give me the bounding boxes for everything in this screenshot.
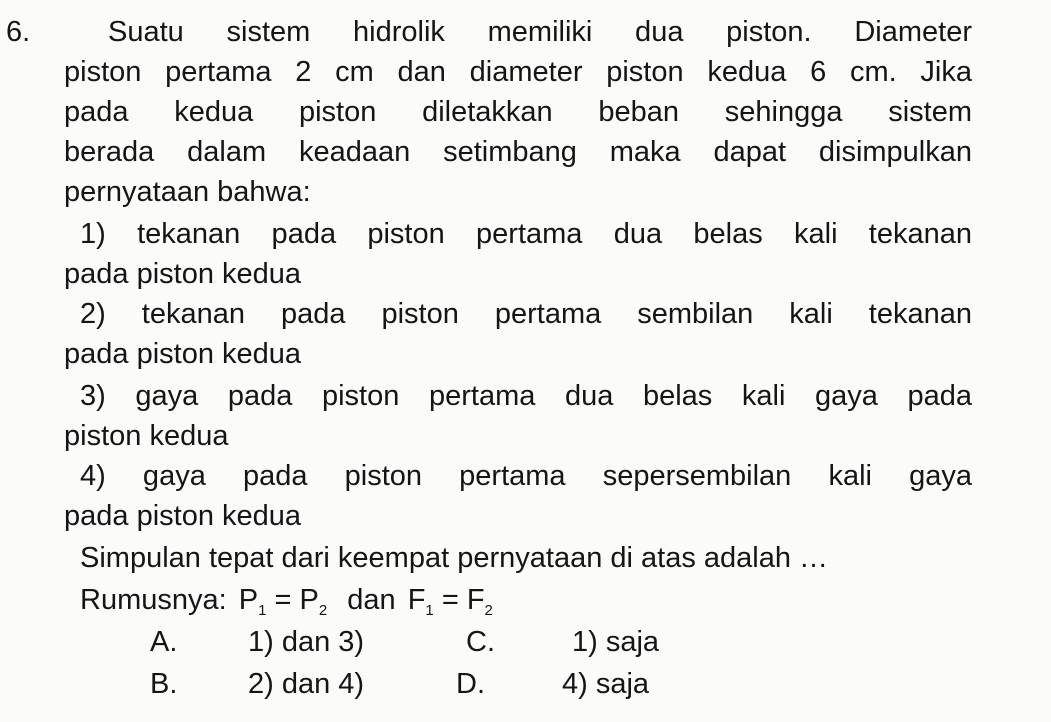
- option-a-text: 1) dan 3): [248, 626, 365, 658]
- option-c-letter: C.: [466, 626, 495, 658]
- force-1-symbol: $F_1$: [407, 584, 434, 619]
- statement-3-line-1: 3) gaya pada piston pertama dua belas kali gaya pada: [80, 380, 972, 412]
- statement-4-line-1: 4) gaya pada piston pertama sepersembilan kali gaya: [80, 460, 972, 492]
- option-b-text: 2) dan 4): [248, 668, 365, 700]
- formula-connector: dan: [347, 584, 396, 616]
- statement-1-line-1: 1) tekanan pada piston pertama dua belas kali tekanan: [80, 218, 972, 250]
- statement-4-line-2: pada piston kedua: [64, 500, 302, 532]
- stem-line-2: piston pertama 2 cm dan diameter piston kedua 6 cm. Jika: [64, 56, 972, 88]
- conclusion-text: Simpulan tepat dari keempat pernyataan di atas adalah …: [80, 542, 829, 574]
- formula-label: Rumusnya:: [80, 584, 227, 616]
- pressure-1-symbol: $P_1$: [238, 584, 267, 619]
- equals-sign-1: =: [274, 584, 292, 616]
- pressure-2-symbol: $P_2$: [299, 584, 328, 619]
- statement-2-line-2: pada piston kedua: [64, 338, 302, 370]
- equals-sign-2: =: [441, 584, 459, 616]
- option-c-text: 1) saja: [572, 626, 660, 658]
- statement-2-line-1: 2) tekanan pada piston pertama sembilan kali tekanan: [80, 298, 972, 330]
- statement-1-line-2: pada piston kedua: [64, 258, 302, 290]
- stem-line-4: berada dalam keadaan setimbang maka dapat disimpulkan: [64, 136, 972, 168]
- option-b-letter: B.: [150, 668, 178, 700]
- stem-line-3: pada kedua piston diletakkan beban sehingga sistem: [64, 96, 972, 128]
- formula-line: [80, 580, 493, 620]
- option-a-letter: A.: [150, 626, 178, 658]
- question-number: 6.: [6, 16, 31, 48]
- force-2-symbol: $F_2$: [466, 584, 493, 619]
- option-d-text: 4) saja: [562, 668, 650, 700]
- stem-line-5: pernyataan bahwa:: [64, 176, 311, 208]
- statement-3-line-2: piston kedua: [64, 420, 229, 452]
- option-d-letter: D.: [456, 668, 485, 700]
- stem-line-1: Suatu sistem hidrolik memiliki dua piston. Diameter: [108, 16, 972, 48]
